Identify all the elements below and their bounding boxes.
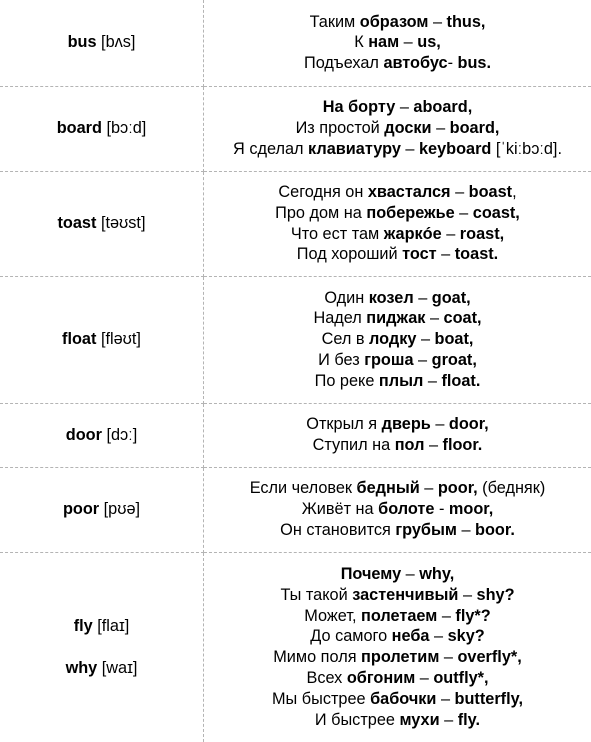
transcription: [waɪ]: [101, 658, 138, 677]
text-segment: Я сделал: [233, 139, 309, 158]
text-segment: –: [430, 415, 449, 434]
text-segment: (бедняк): [477, 479, 546, 498]
verse-line: [204, 710, 591, 731]
headword-text: toast: [57, 214, 97, 233]
headword-text: bus: [67, 33, 97, 52]
text-segment: Под хороший: [296, 245, 403, 264]
bold-segment: нам: [368, 33, 400, 52]
bold-segment: Почему: [340, 565, 402, 584]
headword-text: poor: [62, 500, 100, 519]
headword: [0, 32, 203, 53]
text-segment: –: [425, 309, 444, 328]
headword-cell: [0, 467, 204, 552]
verse-line: [204, 626, 591, 647]
headword: [0, 499, 203, 520]
verse-line: [204, 53, 591, 74]
text-segment: –: [458, 585, 477, 604]
verse-line: [204, 244, 591, 265]
bold-segment: door,: [448, 415, 489, 434]
headword-text: door: [65, 425, 102, 444]
text-segment: –: [436, 245, 455, 264]
rhyme-verse-cell: [204, 552, 591, 742]
bold-segment: boat,: [434, 330, 474, 349]
text-segment: –: [401, 565, 420, 584]
text-segment: ,: [512, 182, 517, 201]
verse-line: [204, 689, 591, 710]
bold-segment: плыл: [378, 371, 424, 390]
headword: [0, 425, 203, 446]
bold-segment: обгоним: [346, 669, 416, 688]
text-segment: Если человек: [249, 479, 357, 498]
text-segment: И быстрее: [314, 710, 400, 729]
text-segment: –: [439, 710, 458, 729]
bold-segment: застенчивый: [352, 585, 459, 604]
headword-cell: [0, 171, 204, 276]
headword-cell: [0, 403, 204, 467]
headword-text: board: [56, 119, 102, 138]
bold-segment: пиджак: [366, 309, 426, 328]
transcription: [dɔː]: [106, 425, 138, 444]
text-segment: Ты такой: [280, 585, 353, 604]
verse-line: [204, 564, 591, 585]
headword-cell: [0, 276, 204, 403]
verse-line: [204, 414, 591, 435]
text-segment: –: [439, 648, 458, 667]
text-segment: –: [423, 371, 442, 390]
text-segment: Открыл я: [306, 415, 382, 434]
text-segment: –: [413, 350, 432, 369]
headword-cell: [0, 0, 204, 86]
text-segment: –: [419, 479, 438, 498]
transcription: [bʌs]: [101, 33, 136, 52]
bold-segment: полетаем: [361, 606, 438, 625]
bold-segment: shy?: [476, 585, 515, 604]
verse-line: [204, 350, 591, 371]
text-segment: Мы быстрее: [272, 689, 371, 708]
bold-segment: fly*?: [455, 606, 491, 625]
headword: [0, 213, 203, 234]
headword: [0, 118, 203, 139]
text-segment: Про дом на: [275, 203, 367, 222]
bold-segment: жаркóе: [383, 224, 442, 243]
bold-segment: us,: [417, 33, 441, 52]
table-row: [0, 467, 591, 552]
headword-text: fly: [73, 616, 93, 635]
bold-segment: floor.: [442, 436, 483, 454]
table-row: [0, 552, 591, 742]
bold-segment: why,: [419, 565, 455, 584]
verse-line: [204, 139, 591, 160]
bold-segment: boor.: [475, 520, 515, 539]
rhyme-verse-cell: [204, 171, 591, 276]
bold-segment: overfly*,: [457, 648, 522, 667]
table-row: [0, 171, 591, 276]
bold-segment: неба: [391, 627, 430, 646]
bold-segment: дверь: [381, 415, 431, 434]
bold-segment: пролетим: [361, 648, 440, 667]
text-segment: –: [436, 689, 455, 708]
bold-segment: пол: [394, 436, 425, 454]
text-segment: Сегодня он: [278, 182, 368, 201]
bold-segment: хвастался: [367, 182, 451, 201]
bold-segment: boast: [468, 182, 513, 201]
verse-line: [204, 118, 591, 139]
bold-segment: butterfly,: [454, 689, 523, 708]
table-row: [0, 86, 591, 171]
text-segment: Подъехал: [304, 54, 384, 73]
text-segment: –: [441, 224, 460, 243]
text-segment: –: [399, 33, 418, 52]
verse-line: [204, 435, 591, 456]
headword: [0, 616, 203, 637]
text-segment: Из простой: [295, 119, 385, 138]
text-segment: –: [429, 627, 448, 646]
transcription: [bɔːd]: [106, 119, 147, 138]
text-segment: Сел в: [321, 330, 370, 349]
text-segment: –: [395, 98, 414, 117]
bold-segment: бедный: [356, 479, 420, 498]
headword: [0, 329, 203, 350]
table-row: [0, 403, 591, 467]
verse-line: [204, 478, 591, 499]
spacer: [0, 637, 203, 658]
text-segment: К: [354, 33, 369, 52]
bold-segment: coat,: [443, 309, 482, 328]
text-segment: Мимо поля: [273, 648, 362, 667]
text-segment: –: [413, 288, 432, 307]
bold-segment: fly.: [457, 710, 481, 729]
bold-segment: образом: [359, 12, 429, 31]
text-segment: –: [454, 203, 473, 222]
text-segment: –: [424, 436, 443, 454]
headword: [0, 658, 203, 679]
rhyme-verse-cell: [204, 467, 591, 552]
verse-line: [204, 288, 591, 309]
bold-segment: sky?: [447, 627, 485, 646]
rhyme-verse-cell: [204, 403, 591, 467]
bold-segment: keyboard: [418, 139, 492, 158]
verse-line: [204, 585, 591, 606]
text-segment: Он становится: [280, 520, 396, 539]
verse-line: [204, 668, 591, 689]
verse-line: [204, 606, 591, 627]
headword-cell: [0, 552, 204, 742]
text-segment: Живёт на: [301, 500, 379, 519]
text-segment: [ˈkiːbɔːd].: [491, 139, 562, 158]
bold-segment: roast,: [459, 224, 505, 243]
text-segment: И без: [318, 350, 365, 369]
bold-segment: float.: [441, 371, 481, 390]
headword-text: float: [62, 330, 97, 349]
text-segment: –: [416, 330, 435, 349]
verse-line: [204, 371, 591, 392]
bold-segment: moor,: [448, 500, 494, 519]
bold-segment: bus.: [457, 54, 491, 73]
verse-line: [204, 182, 591, 203]
verse-line: [204, 647, 591, 668]
bold-segment: aboard,: [413, 98, 473, 117]
rhyme-verse-cell: [204, 86, 591, 171]
bold-segment: бабочки: [370, 689, 437, 708]
verse-line: [204, 308, 591, 329]
bold-segment: groat,: [431, 350, 477, 369]
text-segment: Что ест там: [290, 224, 384, 243]
bold-segment: toast.: [454, 245, 499, 264]
text-segment: До самого: [310, 627, 392, 646]
transcription: [pʊə]: [103, 500, 141, 519]
verse-line: [204, 499, 591, 520]
verse-line: [204, 329, 591, 350]
bold-segment: болоте: [378, 500, 435, 519]
text-segment: -: [447, 54, 458, 73]
bold-segment: гроша: [364, 350, 414, 369]
bold-segment: poor,: [437, 479, 478, 498]
verse-line: [204, 520, 591, 541]
bold-segment: board,: [449, 119, 500, 138]
transcription: [təʊst]: [100, 214, 146, 233]
bold-segment: побережье: [366, 203, 455, 222]
rhyme-verse-cell: [204, 0, 591, 86]
bold-segment: доски: [384, 119, 432, 138]
transcription: [fləʊt]: [100, 330, 141, 349]
text-segment: –: [400, 139, 419, 158]
headword-cell: [0, 86, 204, 171]
bold-segment: тост: [402, 245, 437, 264]
table-row: [0, 276, 591, 403]
text-segment: –: [431, 119, 450, 138]
verse-line: [204, 224, 591, 245]
text-segment: Всех: [306, 669, 347, 688]
text-segment: Может,: [304, 606, 362, 625]
text-segment: –: [456, 520, 476, 539]
verse-line: [204, 203, 591, 224]
bold-segment: outfly*,: [433, 669, 489, 688]
bold-segment: грубым: [395, 520, 457, 539]
text-segment: Надел: [313, 309, 367, 328]
table-row: [0, 0, 591, 86]
bold-segment: На борту: [322, 98, 396, 117]
verse-line: [204, 97, 591, 118]
transcription: [flaɪ]: [97, 616, 130, 635]
text-segment: –: [450, 182, 469, 201]
bold-segment: мухи: [399, 710, 440, 729]
text-segment: –: [428, 12, 447, 31]
bold-segment: лодку: [369, 330, 417, 349]
bold-segment: thus,: [446, 12, 486, 31]
text-segment: Ступил на: [312, 436, 395, 454]
text-segment: –: [437, 606, 456, 625]
bold-segment: козел: [368, 288, 414, 307]
text-segment: Один: [324, 288, 369, 307]
text-segment: По реке: [314, 371, 379, 390]
text-segment: -: [434, 500, 449, 519]
bold-segment: клавиатуру: [308, 139, 401, 158]
bold-segment: goat,: [431, 288, 471, 307]
verse-line: [204, 32, 591, 53]
rhyme-verse-cell: [204, 276, 591, 403]
bold-segment: автобус: [383, 54, 448, 73]
bold-segment: coast,: [472, 203, 520, 222]
headword-text: why: [65, 658, 98, 677]
text-segment: –: [415, 669, 434, 688]
text-segment: Таким: [309, 12, 360, 31]
verse-line: [204, 12, 591, 33]
